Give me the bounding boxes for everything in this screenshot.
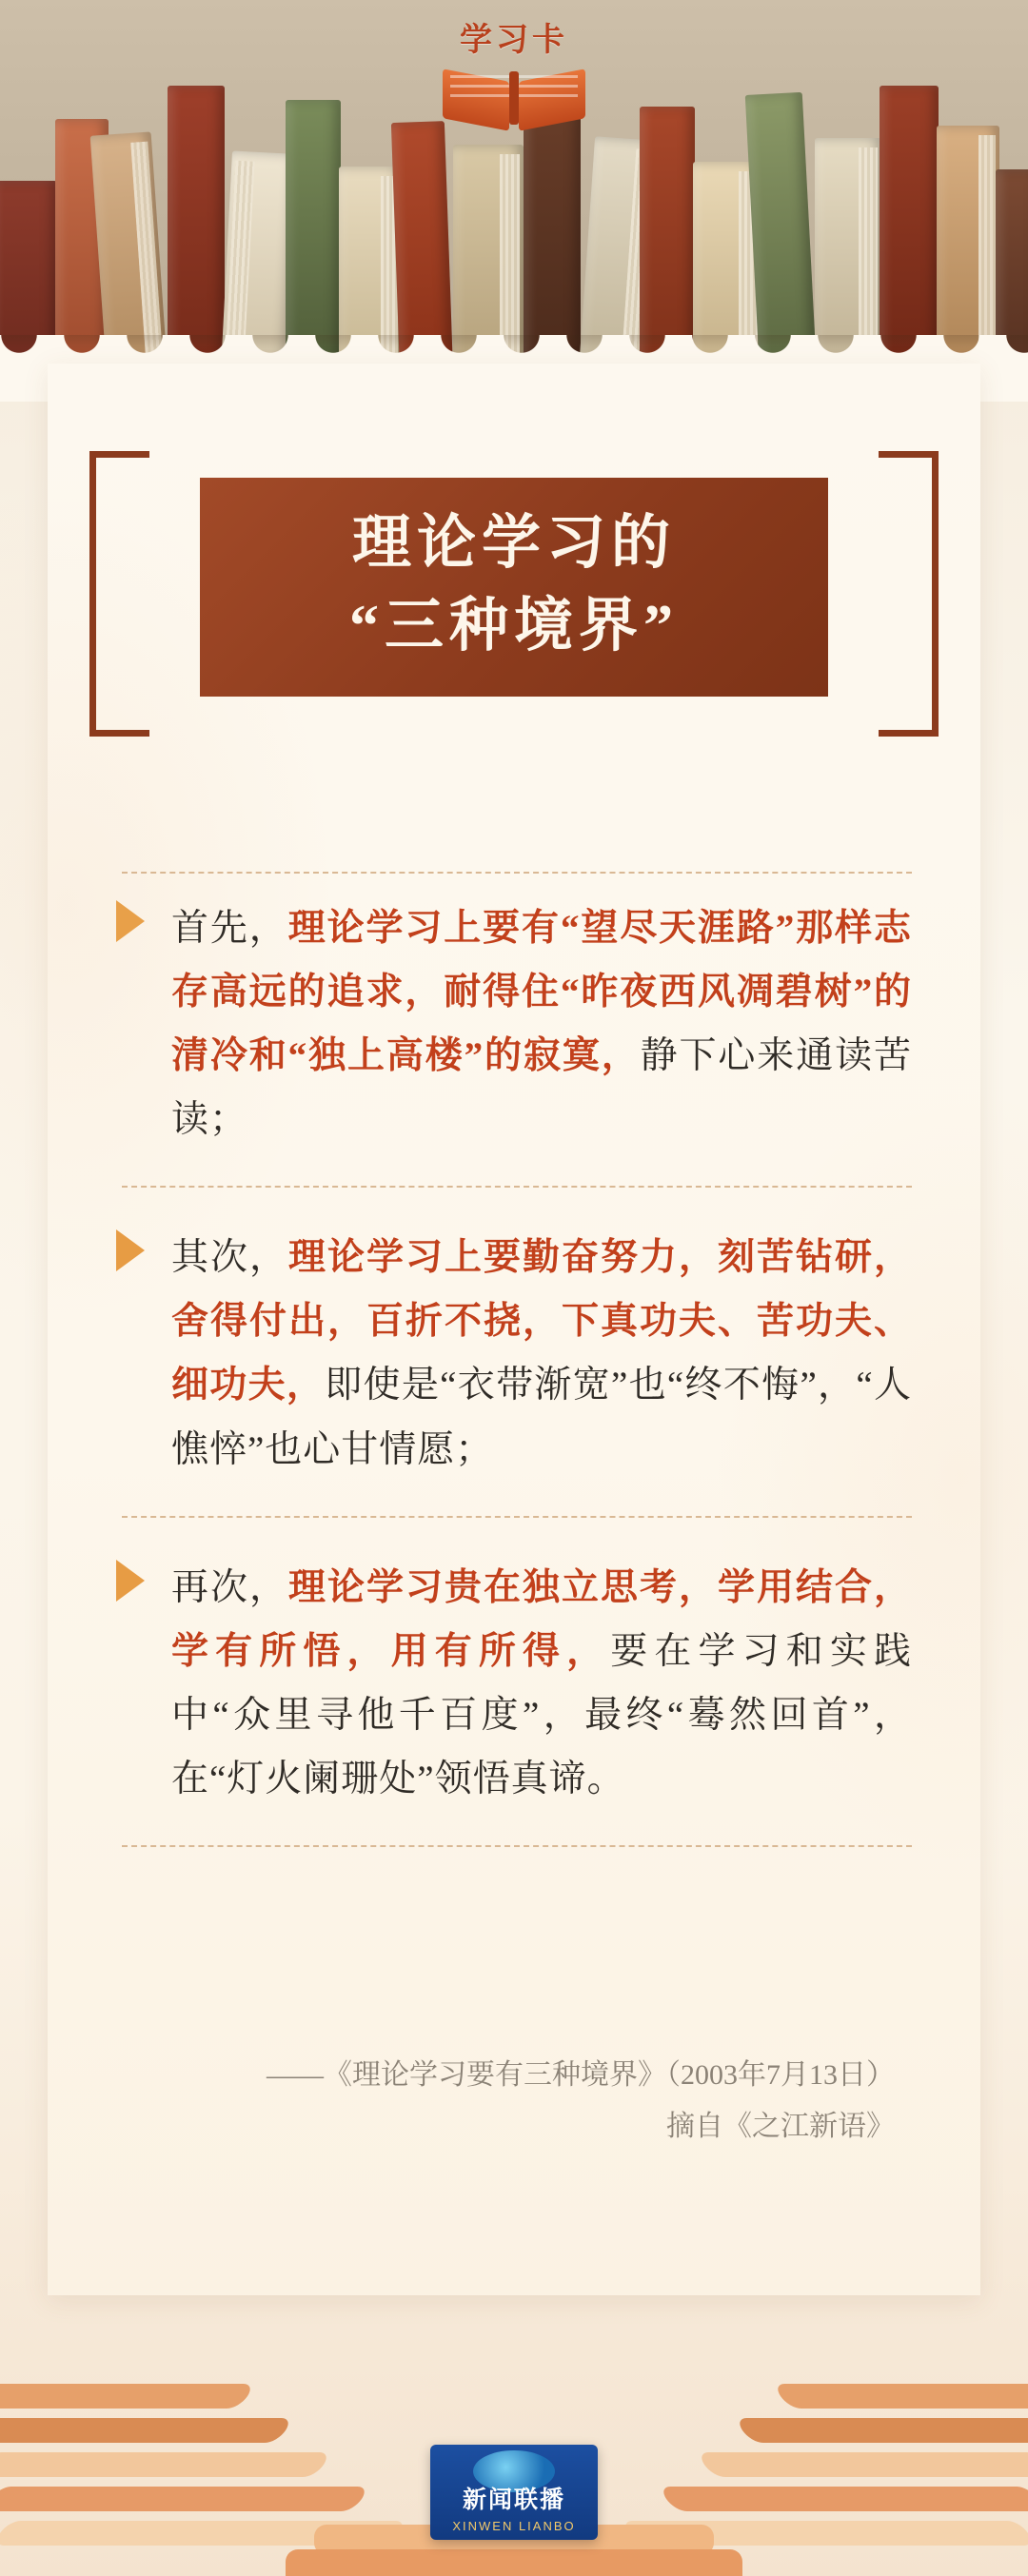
broadcast-logo-name: 新闻联播 [462,2487,565,2513]
brand-logo-text: 学习卡 [460,22,568,58]
arrow-marker-icon [116,1560,145,1602]
content-card [48,364,980,2295]
book-shape [168,86,225,371]
paragraph-list [122,896,912,1885]
decor-stripe [0,2384,256,2409]
divider [122,1516,912,1518]
source-line-1: ——《理论学习要有三种境界》（2003年7月13日） [267,2059,895,2091]
open-book-icon [443,66,585,125]
paragraph-text-3 [122,1556,912,1811]
paragraph-segment: 首先， [171,908,288,949]
divider [122,1845,912,1847]
title-panel [200,478,828,697]
paragraph-segment: 其次， [171,1237,288,1279]
arrow-marker-icon [116,1229,145,1271]
book-shape [880,86,939,371]
book-shape [391,121,453,371]
paragraph-block-2 [122,1226,912,1517]
decor-stripe [0,2487,370,2511]
paragraph-text-2 [122,1226,912,1481]
paragraph-segment-highlight: 理论学习上要有“望尽天涯路”那样志存高远的追求，耐得住“昨夜西风凋碧树”的清冷和“独上高楼”的寂寞， [171,908,912,1077]
decor-stripe [286,2549,742,2576]
decor-stripe [696,2452,1028,2477]
paragraph-segment: 再次， [171,1566,288,1608]
paragraph-segment: 静下心来通读苦读； [171,1035,912,1141]
paragraph-segment: 要在学习和实践中“众里寻他千百度”，最终“蓦然回首”，在“灯火阑珊处”领悟真谛。 [171,1630,912,1799]
paragraph-segment-highlight: 理论学习上要勤奋努力，刻苦钻研，舍得付出，百折不挠，下真功夫、苦功夫、细功夫， [171,1237,912,1406]
decor-stripe [734,2418,1028,2443]
bracket-right-icon [879,451,939,737]
paragraph-segment: 即使是“衣带渐宽”也“终不悔”，“人憔悴”也心甘情愿； [171,1365,912,1470]
broadcast-logo-pinyin: XINWEN LIANBO [452,2519,576,2533]
brand-logo [409,13,619,147]
paragraph-text-1 [122,896,912,1151]
paragraph-segment-highlight: 理论学习贵在独立思考，学用结合，学有所悟，用有所得， [171,1566,912,1672]
source-citation [228,2050,895,2153]
bracket-left-icon [89,451,149,737]
decor-stripe [772,2384,1028,2409]
decor-stripe [658,2487,1028,2511]
book-shape [286,100,341,371]
page-title-line-2: “三种境界” [348,594,679,659]
paragraph-block-1 [122,896,912,1188]
arrow-marker-icon [116,900,145,942]
decor-stripe [0,2452,332,2477]
source-line-2: 摘自《之江新语》 [666,2111,895,2142]
page-title-line-1: 理论学习的 [351,510,676,576]
title-block [152,478,876,697]
book-shape [640,107,695,371]
paragraph-block-3 [122,1556,912,1847]
broadcast-logo [430,2445,598,2540]
decor-stripe [0,2418,294,2443]
divider [122,1186,912,1188]
